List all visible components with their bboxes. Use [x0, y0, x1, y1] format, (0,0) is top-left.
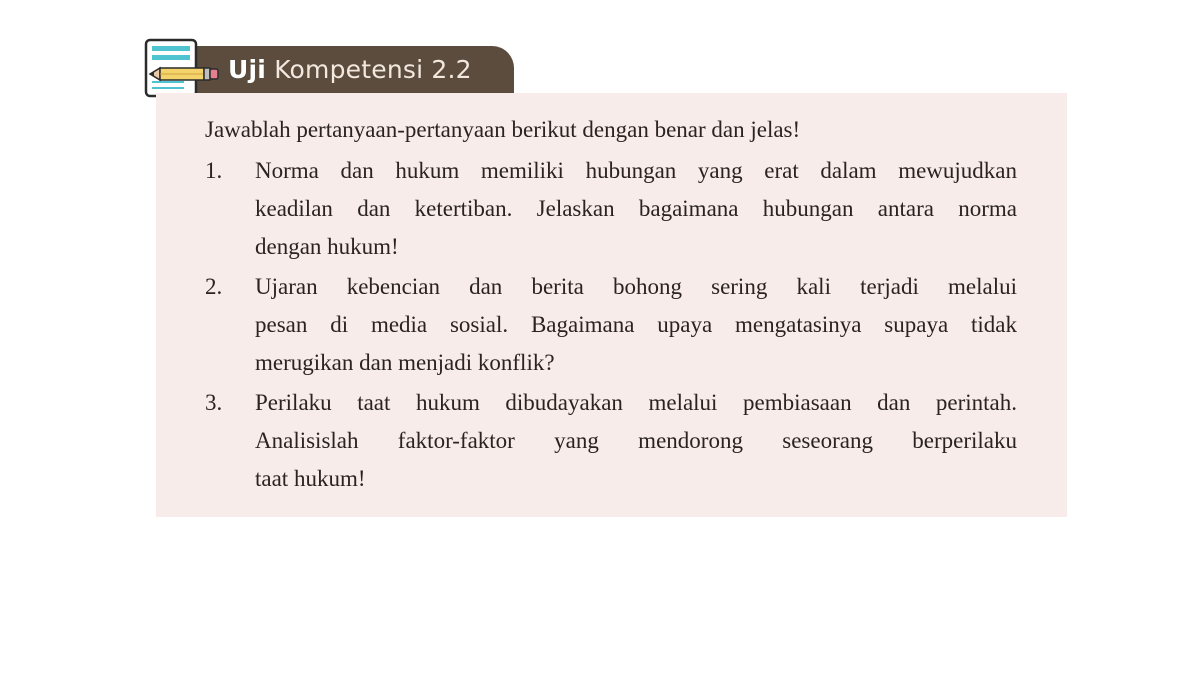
question-text — [255, 268, 1017, 382]
question-line: dengan hukum! — [255, 234, 399, 259]
section-title-rest: Kompetensi 2.2 — [266, 55, 472, 84]
question-line: taat hukum! — [255, 466, 366, 491]
section-title-bold: Uji — [228, 55, 267, 84]
question-line: keadilan dan ketertiban. Jelaskan bagaimana hubungan antara norma — [255, 196, 1017, 221]
question-text — [255, 384, 1017, 498]
question-number: 1. — [205, 158, 223, 183]
question-line: Analisislah faktor-faktor yang mendorong seseorang berperilaku — [255, 428, 1017, 453]
question-line: merugikan dan menjadi konflik? — [255, 350, 555, 375]
question-item — [205, 268, 1017, 382]
question-line: pesan di media sosial. Bagaimana upaya mengatasinya supaya tidak — [255, 312, 1017, 337]
question-line: Norma dan hukum memiliki hubungan yang erat dalam mewujudkan — [255, 158, 1017, 183]
question-line: Perilaku taat hukum dibudayakan melalui pembiasaan dan perintah. — [255, 390, 1017, 415]
question-line: Ujaran kebencian dan berita bohong sering kali terjadi melalui — [255, 274, 1017, 299]
question-number: 2. — [205, 274, 223, 299]
instruction-text: Jawablah pertanyaan-pertanyaan berikut dengan benar dan jelas! — [205, 117, 801, 142]
notebook-pencil-icon — [144, 38, 220, 100]
section-title — [228, 55, 472, 84]
question-number: 3. — [205, 390, 223, 415]
question-item — [205, 152, 1017, 266]
question-text — [255, 152, 1017, 266]
question-item — [205, 384, 1017, 498]
